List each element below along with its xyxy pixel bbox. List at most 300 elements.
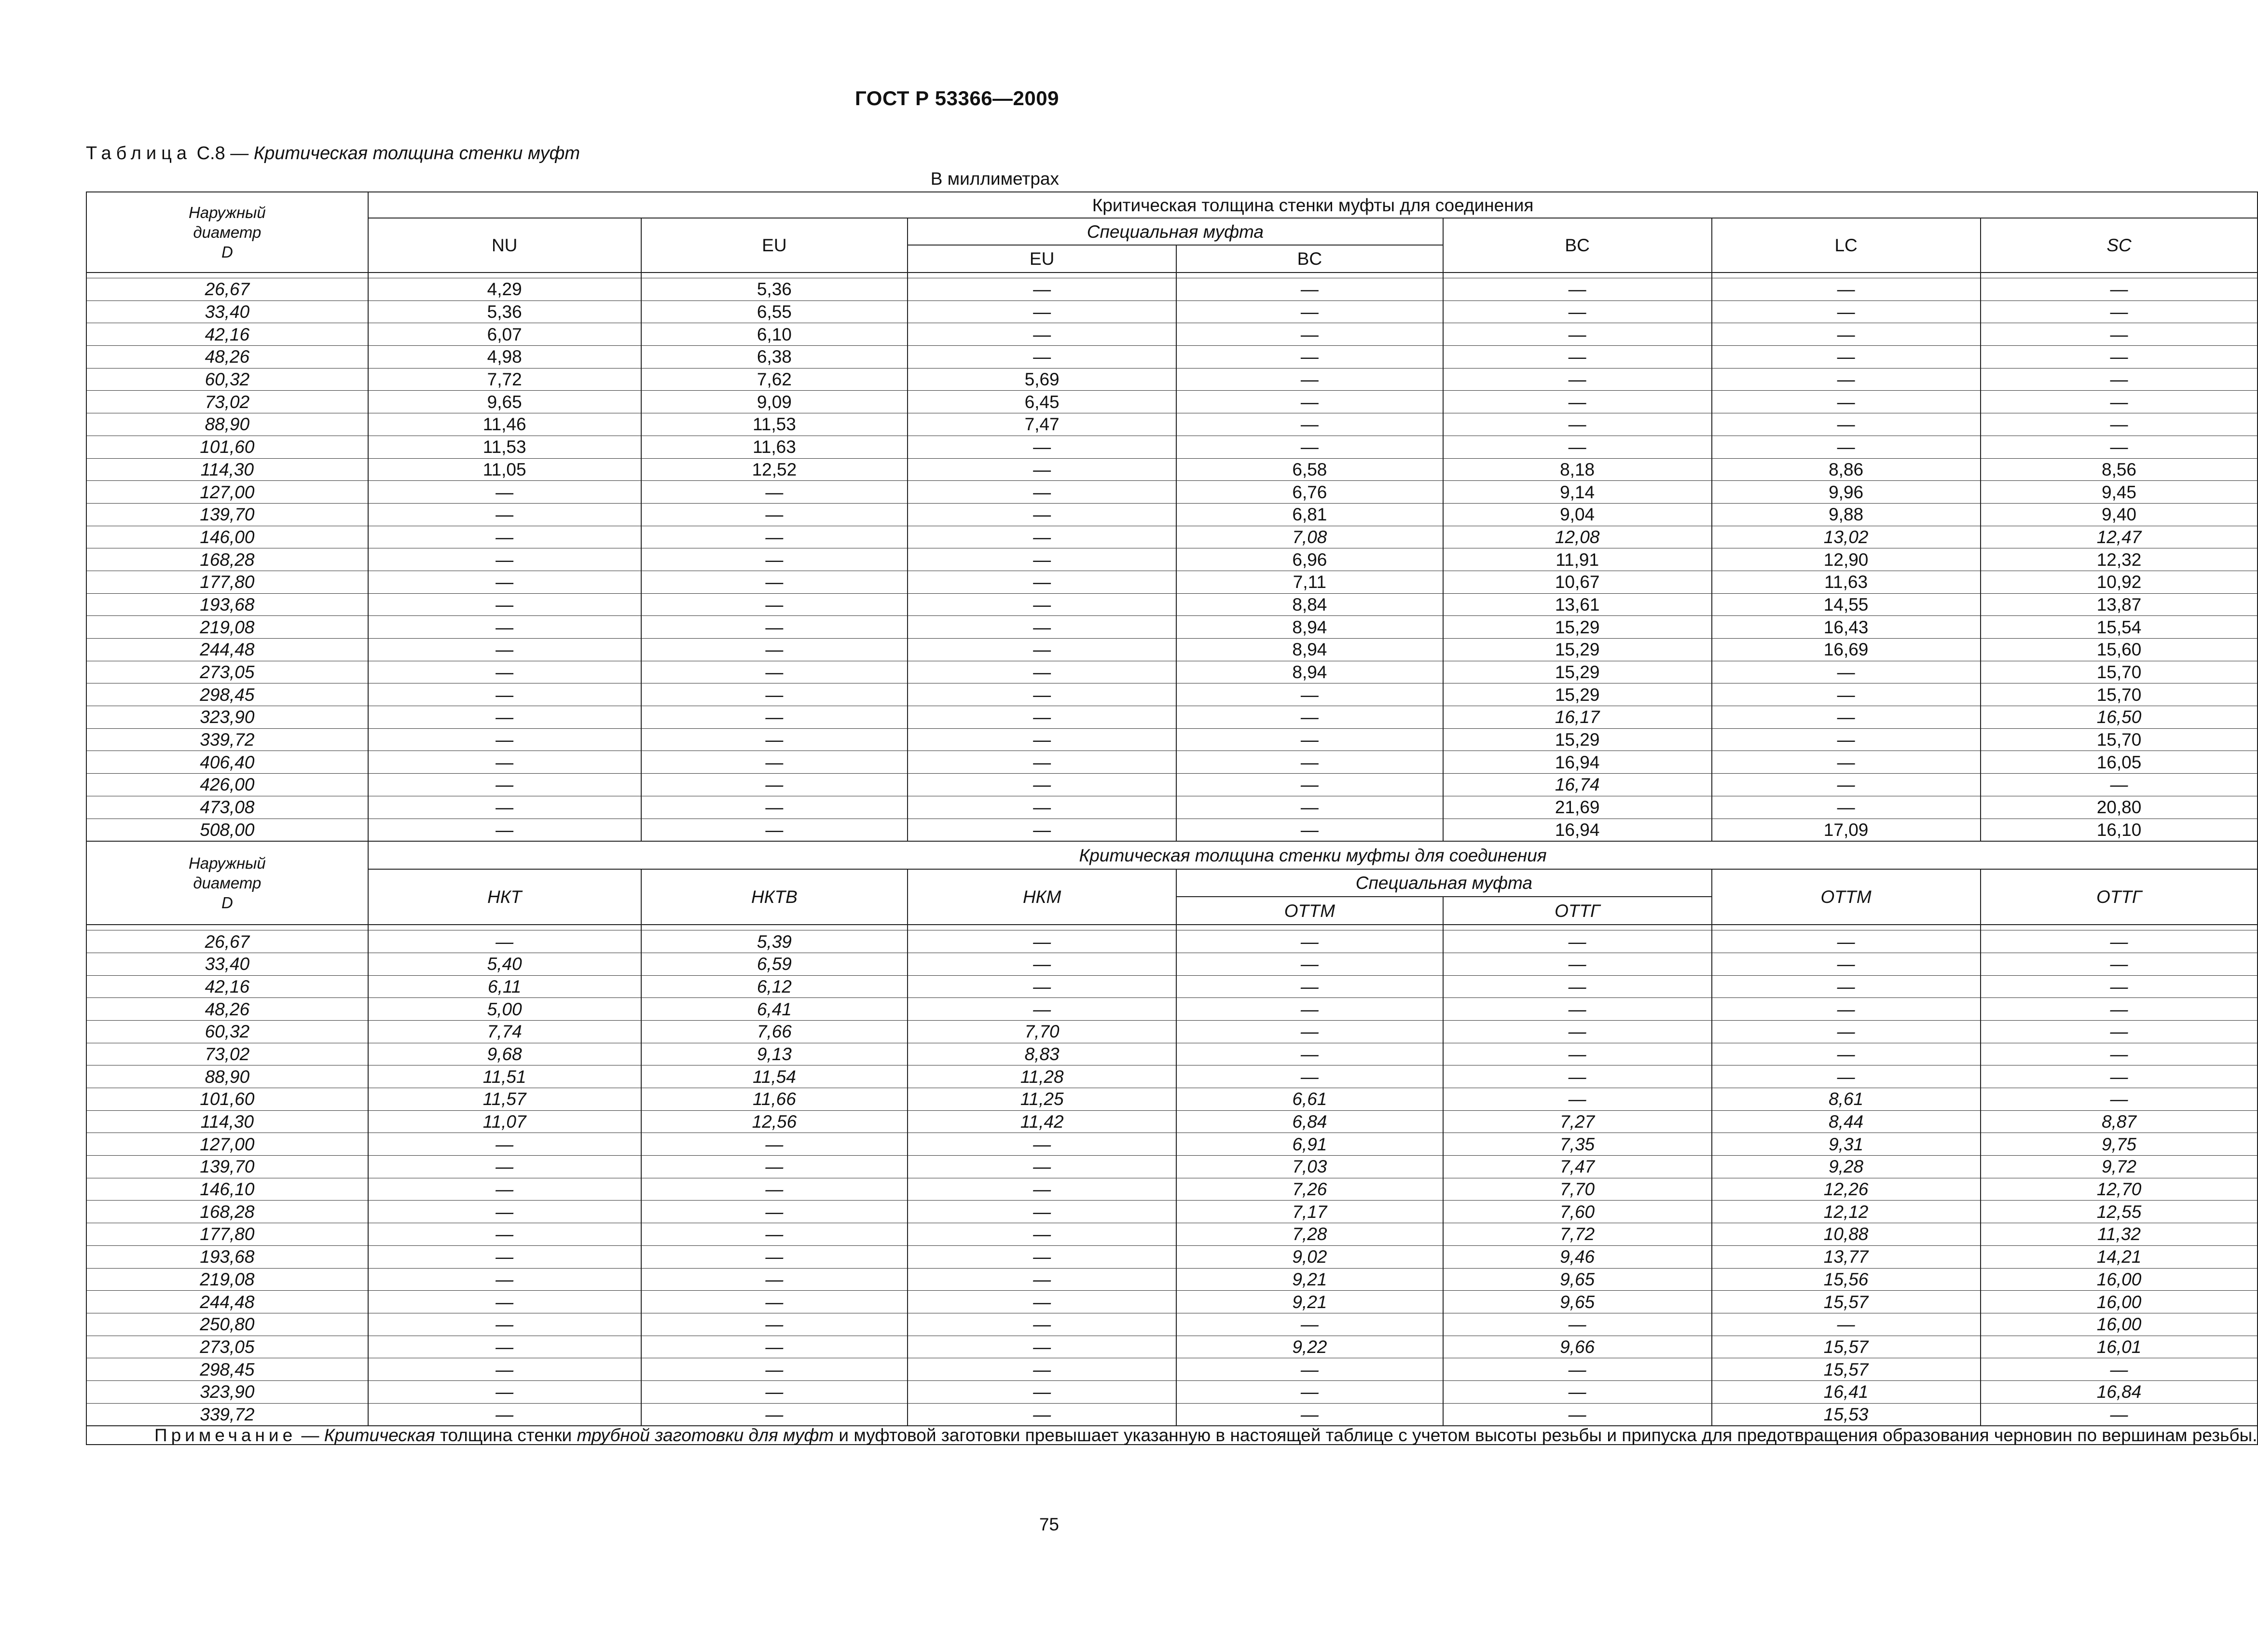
t1-value-cell: 5,69: [908, 368, 1176, 391]
t2-value-cell: —: [1981, 1065, 2258, 1088]
t1-value-cell: —: [641, 616, 908, 639]
t1-value-cell: —: [908, 796, 1176, 819]
t2-diameter-cell: 193,68: [86, 1245, 368, 1268]
t1-value-cell: —: [908, 819, 1176, 841]
t1-value-cell: —: [1712, 774, 1981, 796]
t1-value-cell: —: [1712, 413, 1981, 436]
t1-value-cell: 9,65: [368, 391, 641, 413]
t2-value-cell: —: [908, 1245, 1176, 1268]
t1-value-cell: 11,46: [368, 413, 641, 436]
t1-diameter-cell: 146,00: [86, 526, 368, 548]
t2-value-cell: —: [1176, 975, 1443, 998]
t1-value-cell: 11,05: [368, 458, 641, 481]
t1-value-cell: —: [1981, 300, 2258, 323]
caption-number: С.8 —: [196, 143, 249, 164]
t2-value-cell: —: [368, 1380, 641, 1403]
t2-value-cell: 15,57: [1712, 1336, 1981, 1358]
t1-value-cell: —: [1981, 436, 2258, 458]
t2-value-cell: —: [908, 1380, 1176, 1403]
t1-value-cell: —: [908, 323, 1176, 346]
t2-value-cell: 7,47: [1443, 1156, 1712, 1178]
t1-value-cell: —: [1712, 368, 1981, 391]
t1-value-cell: —: [641, 819, 908, 841]
standard-id: ГОСТ Р 53366—2009: [855, 87, 1059, 109]
t1-value-cell: —: [908, 481, 1176, 504]
t2-diameter-cell: 244,48: [86, 1291, 368, 1313]
t1-value-cell: 16,43: [1712, 616, 1981, 639]
t1-value-cell: —: [908, 751, 1176, 774]
t2-value-cell: 8,44: [1712, 1110, 1981, 1133]
t2-value-cell: —: [1443, 998, 1712, 1021]
t2-diameter-cell: 273,05: [86, 1336, 368, 1358]
t2-value-cell: —: [641, 1178, 908, 1201]
t1-value-cell: —: [1712, 391, 1981, 413]
t2-value-cell: —: [1176, 1403, 1443, 1426]
t1-value-cell: —: [1176, 413, 1443, 436]
t1-value-cell: 8,18: [1443, 458, 1712, 481]
t1-value-cell: —: [368, 593, 641, 616]
t2-value-cell: —: [908, 953, 1176, 975]
t1-row: [86, 413, 2258, 436]
t2-value-cell: 7,70: [1443, 1178, 1712, 1201]
t2-row: [86, 1336, 2258, 1358]
t2-value-cell: —: [368, 1245, 641, 1268]
t1-value-cell: —: [908, 458, 1176, 481]
t1-row: [86, 661, 2258, 683]
t1-value-cell: 16,50: [1981, 706, 2258, 729]
t1-col-header: EU: [908, 245, 1176, 273]
t1-value-cell: —: [368, 728, 641, 751]
t1-value-cell: —: [1981, 391, 2258, 413]
t1-value-cell: 21,69: [1443, 796, 1712, 819]
t2-diameter-cell: 139,70: [86, 1156, 368, 1178]
t1-value-cell: —: [1981, 413, 2258, 436]
t2-value-cell: —: [641, 1313, 908, 1336]
t2-value-cell: 16,41: [1712, 1380, 1981, 1403]
t2-value-cell: —: [368, 1358, 641, 1381]
t2-row: [86, 1380, 2258, 1403]
t2-value-cell: 9,02: [1176, 1245, 1443, 1268]
t2-value-cell: —: [368, 1133, 641, 1156]
t1-value-cell: —: [1176, 391, 1443, 413]
t2-value-cell: —: [908, 1201, 1176, 1223]
t2-value-cell: 11,66: [641, 1088, 908, 1111]
t2-value-cell: —: [908, 1313, 1176, 1336]
t1-value-cell: 10,67: [1443, 571, 1712, 593]
t1-row: [86, 278, 2258, 301]
t1-diameter-cell: 42,16: [86, 323, 368, 346]
t2-diameter-cell: 323,90: [86, 1380, 368, 1403]
t2-value-cell: 9,75: [1981, 1133, 2258, 1156]
t2-value-cell: —: [1981, 1403, 2258, 1426]
t1-value-cell: —: [368, 796, 641, 819]
t2-value-cell: —: [368, 1403, 641, 1426]
t1-diameter-cell: 60,32: [86, 368, 368, 391]
t2-value-cell: —: [368, 1268, 641, 1291]
t1-value-cell: —: [641, 593, 908, 616]
t1-row: [86, 571, 2258, 593]
t2-value-cell: 9,22: [1176, 1336, 1443, 1358]
t2-diameter-cell: 48,26: [86, 998, 368, 1021]
t1-value-cell: 7,47: [908, 413, 1176, 436]
t2-value-cell: 11,54: [641, 1065, 908, 1088]
t1-value-cell: —: [1443, 391, 1712, 413]
t2-row: [86, 1201, 2258, 1223]
t1-row: [86, 368, 2258, 391]
t2-value-cell: 9,31: [1712, 1133, 1981, 1156]
t1-col-header: LC: [1712, 218, 1981, 273]
t2-row: [86, 1156, 2258, 1178]
t2-row: [86, 1403, 2258, 1426]
t2-value-cell: 8,61: [1712, 1088, 1981, 1111]
t1-value-cell: 15,70: [1981, 728, 2258, 751]
t1-value-cell: 6,07: [368, 323, 641, 346]
t2-value-cell: —: [908, 1268, 1176, 1291]
t2-value-cell: 9,28: [1712, 1156, 1981, 1178]
t2-value-cell: 7,28: [1176, 1223, 1443, 1246]
t1-col-header: BC: [1176, 245, 1443, 273]
t1-value-cell: —: [368, 503, 641, 526]
t2-value-cell: —: [1443, 953, 1712, 975]
t1-diameter-cell: 273,05: [86, 661, 368, 683]
t1-value-cell: 9,96: [1712, 481, 1981, 504]
t2-diameter-cell: 168,28: [86, 1201, 368, 1223]
t1-diameter-cell: 88,90: [86, 413, 368, 436]
t1-value-cell: 9,40: [1981, 503, 2258, 526]
t1-value-cell: —: [641, 503, 908, 526]
t2-value-cell: —: [1443, 1088, 1712, 1111]
t1-row: [86, 774, 2258, 796]
t2-value-cell: 15,57: [1712, 1358, 1981, 1381]
t1-value-cell: —: [908, 774, 1176, 796]
t1-value-cell: —: [1443, 368, 1712, 391]
t2-value-cell: 9,65: [1443, 1291, 1712, 1313]
t2-row: [86, 1223, 2258, 1246]
t2-value-cell: 6,11: [368, 975, 641, 998]
t1-value-cell: 12,90: [1712, 548, 1981, 571]
t2-col-header: НКТ: [368, 869, 641, 925]
t2-diameter-header: Наружный диаметр D: [86, 841, 368, 925]
t1-value-cell: —: [1176, 728, 1443, 751]
t1-value-cell: 14,55: [1712, 593, 1981, 616]
t2-row: [86, 1313, 2258, 1336]
t2-value-cell: —: [1712, 1043, 1981, 1065]
t2-row: [86, 1110, 2258, 1133]
t2-value-cell: —: [1443, 1380, 1712, 1403]
t2-value-cell: —: [368, 1336, 641, 1358]
t1-value-cell: —: [1712, 706, 1981, 729]
t2-diameter-cell: 101,60: [86, 1088, 368, 1111]
t1-value-cell: —: [368, 616, 641, 639]
t1-value-cell: —: [1443, 436, 1712, 458]
t1-value-cell: 8,94: [1176, 616, 1443, 639]
t2-diameter-cell: 88,90: [86, 1065, 368, 1088]
t2-value-cell: —: [1176, 1358, 1443, 1381]
t1-value-cell: —: [908, 728, 1176, 751]
t1-value-cell: 6,96: [1176, 548, 1443, 571]
t1-value-cell: 15,29: [1443, 728, 1712, 751]
t2-value-cell: 11,07: [368, 1110, 641, 1133]
t1-value-cell: 15,54: [1981, 616, 2258, 639]
t1-row: [86, 323, 2258, 346]
t1-value-cell: —: [908, 526, 1176, 548]
t2-value-cell: —: [641, 1156, 908, 1178]
t2-value-cell: —: [1443, 1358, 1712, 1381]
t1-value-cell: 4,98: [368, 346, 641, 369]
t1-value-cell: —: [1981, 368, 2258, 391]
t2-row: [86, 953, 2258, 975]
t1-diameter-cell: 219,08: [86, 616, 368, 639]
t1-value-cell: 12,52: [641, 458, 908, 481]
t1-value-cell: 11,63: [1712, 571, 1981, 593]
t2-value-cell: —: [1712, 1020, 1981, 1043]
t2-value-cell: 12,55: [1981, 1201, 2258, 1223]
t2-row: [86, 998, 2258, 1021]
t1-value-cell: —: [1981, 278, 2258, 301]
t2-value-cell: 9,68: [368, 1043, 641, 1065]
t1-value-cell: —: [641, 661, 908, 683]
caption-title: Критическая толщина стенки муфт: [253, 143, 580, 164]
t2-value-cell: —: [641, 1336, 908, 1358]
t2-value-cell: 7,72: [1443, 1223, 1712, 1246]
t2-row: [86, 930, 2258, 953]
t1-value-cell: —: [368, 819, 641, 841]
t1-value-cell: —: [641, 683, 908, 706]
t1-diameter-cell: 406,40: [86, 751, 368, 774]
t2-value-cell: —: [1176, 1043, 1443, 1065]
t1-value-cell: 6,58: [1176, 458, 1443, 481]
t1-value-cell: 16,17: [1443, 706, 1712, 729]
t2-value-cell: —: [1981, 1020, 2258, 1043]
t1-value-cell: 16,10: [1981, 819, 2258, 841]
t1-diameter-cell: 26,67: [86, 278, 368, 301]
t2-row: [86, 1043, 2258, 1065]
t1-value-cell: —: [1443, 323, 1712, 346]
t1-value-cell: —: [1176, 819, 1443, 841]
t1-value-cell: 6,10: [641, 323, 908, 346]
t2-value-cell: —: [1981, 975, 2258, 998]
t1-body: [86, 278, 2258, 842]
t2-value-cell: —: [641, 1380, 908, 1403]
t1-diameter-cell: 244,48: [86, 639, 368, 661]
t1-diameter-cell: 73,02: [86, 391, 368, 413]
table-caption: [86, 143, 580, 164]
t1-value-cell: —: [1712, 300, 1981, 323]
t1-value-cell: —: [1176, 300, 1443, 323]
t1-col-header: BC: [1443, 218, 1712, 273]
t1-value-cell: —: [1712, 661, 1981, 683]
t2-value-cell: —: [908, 975, 1176, 998]
t1-value-cell: 15,60: [1981, 639, 2258, 661]
t1-diameter-cell: 114,30: [86, 458, 368, 481]
t2-value-cell: 11,57: [368, 1088, 641, 1111]
t2-value-cell: —: [1176, 1065, 1443, 1088]
t1-value-cell: 16,94: [1443, 819, 1712, 841]
t2-value-cell: 7,26: [1176, 1178, 1443, 1201]
t1-value-cell: 10,92: [1981, 571, 2258, 593]
t1-row: [86, 728, 2258, 751]
t1-diameter-cell: 101,60: [86, 436, 368, 458]
t2-value-cell: —: [908, 1358, 1176, 1381]
t2-value-cell: 12,56: [641, 1110, 908, 1133]
t1-value-cell: 7,11: [1176, 571, 1443, 593]
t1-row: [86, 391, 2258, 413]
t2-row: [86, 1268, 2258, 1291]
t1-value-cell: —: [908, 278, 1176, 301]
t1-value-cell: —: [368, 639, 641, 661]
t1-row: [86, 751, 2258, 774]
t1-value-cell: 16,94: [1443, 751, 1712, 774]
t1-value-cell: —: [1176, 706, 1443, 729]
t1-value-cell: 8,86: [1712, 458, 1981, 481]
t2-value-cell: —: [1712, 975, 1981, 998]
t2-value-cell: —: [1712, 953, 1981, 975]
t2-value-cell: —: [1712, 1065, 1981, 1088]
t1-diameter-cell: 323,90: [86, 706, 368, 729]
t1-value-cell: 4,29: [368, 278, 641, 301]
t2-body: [86, 930, 2258, 1426]
t2-value-cell: —: [1443, 930, 1712, 953]
t1-value-cell: —: [368, 571, 641, 593]
t2-value-cell: —: [908, 1291, 1176, 1313]
t1-group-header: Критическая толщина стенки муфты для соединения: [368, 192, 2258, 218]
t2-value-cell: —: [1176, 1380, 1443, 1403]
t1-row: [86, 300, 2258, 323]
t2-value-cell: —: [368, 1178, 641, 1201]
t1-diameter-cell: 508,00: [86, 819, 368, 841]
t1-row: [86, 548, 2258, 571]
t2-value-cell: 7,03: [1176, 1156, 1443, 1178]
t1-value-cell: 7,62: [641, 368, 908, 391]
t2-value-cell: —: [908, 1156, 1176, 1178]
t2-col-header: ОТТГ: [1981, 869, 2258, 925]
t2-value-cell: —: [368, 1201, 641, 1223]
t2-value-cell: 9,46: [1443, 1245, 1712, 1268]
t2-diameter-cell: 177,80: [86, 1223, 368, 1246]
t1-col-header: SC: [1981, 218, 2258, 273]
t2-value-cell: 16,00: [1981, 1268, 2258, 1291]
t1-value-cell: —: [908, 571, 1176, 593]
t2-value-cell: 12,12: [1712, 1201, 1981, 1223]
t2-diameter-cell: 33,40: [86, 953, 368, 975]
table-note: Примечание — Критическая толщина стенки трубной заготовки для муфт и муфтовой заготовки превышает указанную в настоящей таблице с учетом высоты резьбы и припуска для предотвращения образования черновин по вершинам резьбы.: [86, 1426, 2258, 1445]
note-label: Примечание: [154, 1425, 297, 1446]
t2-value-cell: 6,41: [641, 998, 908, 1021]
t1-value-cell: —: [641, 728, 908, 751]
t2-value-cell: 7,70: [908, 1020, 1176, 1043]
t1-row: [86, 683, 2258, 706]
t1-value-cell: —: [641, 774, 908, 796]
t1-value-cell: —: [1712, 728, 1981, 751]
t1-diameter-cell: 177,80: [86, 571, 368, 593]
t2-diameter-cell: 26,67: [86, 930, 368, 953]
t2-value-cell: —: [368, 1223, 641, 1246]
t1-row: [86, 819, 2258, 841]
t2-value-cell: —: [641, 1291, 908, 1313]
t1-row: [86, 593, 2258, 616]
t2-value-cell: —: [641, 1358, 908, 1381]
t1-value-cell: —: [368, 774, 641, 796]
t1-diameter-header: Наружный диаметр D: [86, 192, 368, 273]
t2-value-cell: 9,21: [1176, 1291, 1443, 1313]
t2-value-cell: 7,35: [1443, 1133, 1712, 1156]
t2-group-header: Критическая толщина стенки муфты для соединения: [368, 841, 2258, 869]
t2-row: [86, 1088, 2258, 1111]
t2-value-cell: —: [1712, 930, 1981, 953]
caption-label: Таблица: [86, 143, 192, 164]
t1-value-cell: 5,36: [368, 300, 641, 323]
t2-value-cell: 9,65: [1443, 1268, 1712, 1291]
t1-value-cell: 12,47: [1981, 526, 2258, 548]
t1-diameter-cell: 298,45: [86, 683, 368, 706]
t1-value-cell: 15,29: [1443, 639, 1712, 661]
t2-value-cell: —: [641, 1133, 908, 1156]
t2-value-cell: —: [908, 1336, 1176, 1358]
t1-row: [86, 346, 2258, 369]
t1-row: [86, 639, 2258, 661]
t1-value-cell: —: [1176, 278, 1443, 301]
t2-value-cell: 7,60: [1443, 1201, 1712, 1223]
t2-diameter-cell: 250,80: [86, 1313, 368, 1336]
t2-value-cell: —: [1176, 1020, 1443, 1043]
t2-value-cell: —: [368, 1156, 641, 1178]
t2-diameter-cell: 114,30: [86, 1110, 368, 1133]
t2-value-cell: —: [641, 1201, 908, 1223]
t2-row: [86, 1020, 2258, 1043]
t2-value-cell: —: [1443, 975, 1712, 998]
t2-value-cell: —: [908, 1403, 1176, 1426]
t2-value-cell: —: [1443, 1403, 1712, 1426]
t2-row: [86, 1245, 2258, 1268]
t2-value-cell: —: [908, 998, 1176, 1021]
t2-value-cell: 10,88: [1712, 1223, 1981, 1246]
t2-value-cell: 11,28: [908, 1065, 1176, 1088]
t2-value-cell: 13,77: [1712, 1245, 1981, 1268]
t1-value-cell: —: [1176, 346, 1443, 369]
t1-value-cell: 13,87: [1981, 593, 2258, 616]
t1-value-cell: 15,70: [1981, 683, 2258, 706]
t2-diameter-cell: 146,10: [86, 1178, 368, 1201]
t2-value-cell: 9,21: [1176, 1268, 1443, 1291]
t2-col-header: ОТТМ: [1176, 897, 1443, 925]
t2-diameter-cell: 60,32: [86, 1020, 368, 1043]
t2-value-cell: 12,70: [1981, 1178, 2258, 1201]
t2-value-cell: —: [1176, 953, 1443, 975]
t1-value-cell: —: [641, 571, 908, 593]
t2-value-cell: —: [1443, 1313, 1712, 1336]
t1-value-cell: 6,38: [641, 346, 908, 369]
t1-value-cell: —: [641, 706, 908, 729]
t1-value-cell: 13,02: [1712, 526, 1981, 548]
t1-value-cell: —: [908, 616, 1176, 639]
t1-value-cell: 7,72: [368, 368, 641, 391]
t1-value-cell: —: [641, 481, 908, 504]
t2-value-cell: —: [1176, 930, 1443, 953]
t2-value-cell: 7,17: [1176, 1201, 1443, 1223]
t1-value-cell: —: [368, 683, 641, 706]
t1-value-cell: 16,05: [1981, 751, 2258, 774]
t1-value-cell: —: [1443, 278, 1712, 301]
t1-row: [86, 796, 2258, 819]
t2-value-cell: 6,84: [1176, 1110, 1443, 1133]
t1-value-cell: —: [1176, 796, 1443, 819]
t2-value-cell: —: [1712, 998, 1981, 1021]
t2-value-cell: 11,51: [368, 1065, 641, 1088]
t2-row: [86, 1133, 2258, 1156]
t1-value-cell: —: [368, 548, 641, 571]
t1-value-cell: —: [641, 526, 908, 548]
t2-value-cell: —: [1981, 998, 2258, 1021]
